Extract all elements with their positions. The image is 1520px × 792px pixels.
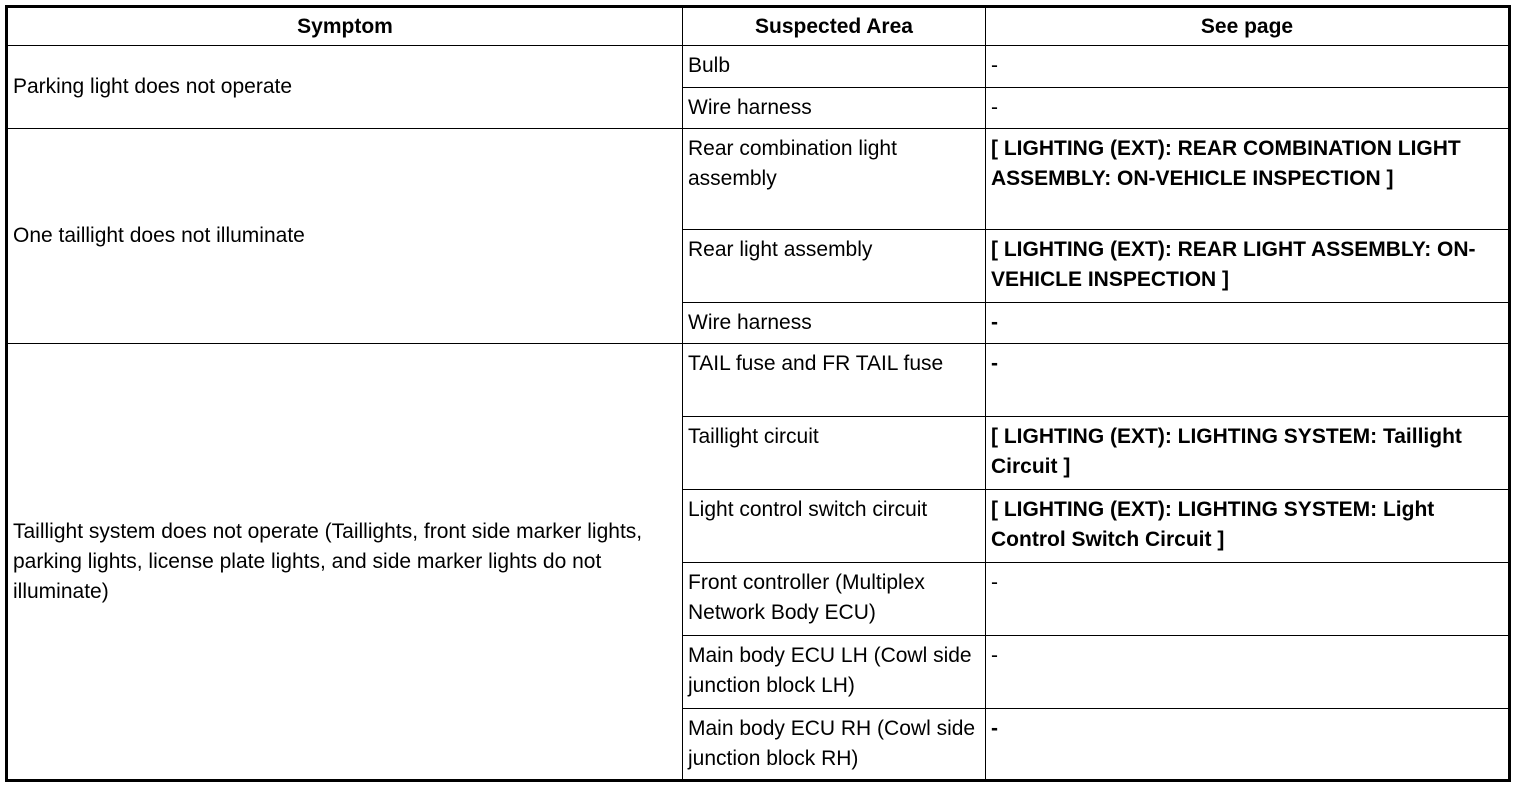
suspected-area-cell: Bulb	[683, 46, 986, 88]
suspected-area-cell: Main body ECU LH (Cowl side junction block LH)	[683, 636, 986, 709]
header-symptom: Symptom	[7, 7, 683, 46]
table-row	[7, 129, 1510, 230]
suspected-area-cell: Taillight circuit	[683, 417, 986, 490]
header-suspected-area: Suspected Area	[683, 7, 986, 46]
symptom-table	[5, 5, 1511, 782]
see-page-link[interactable]: [ LIGHTING (EXT): LIGHTING SYSTEM: Light Control Switch Circuit ]	[986, 490, 1510, 563]
header-row	[7, 7, 1510, 46]
header-see-page: See page	[986, 7, 1510, 46]
suspected-area-cell: TAIL fuse and FR TAIL fuse	[683, 344, 986, 417]
see-page-link[interactable]: [ LIGHTING (EXT): REAR COMBINATION LIGHT ASSEMBLY: ON-VEHICLE INSPECTION ]	[986, 129, 1510, 230]
symptom-cell: One taillight does not illuminate	[7, 129, 683, 344]
see-page-link[interactable]: [ LIGHTING (EXT): LIGHTING SYSTEM: Taillight Circuit ]	[986, 417, 1510, 490]
see-page-cell: -	[986, 344, 1510, 417]
see-page-cell: -	[986, 303, 1510, 344]
see-page-cell: -	[986, 563, 1510, 636]
symptom-cell: Parking light does not operate	[7, 46, 683, 129]
see-page-cell: -	[986, 636, 1510, 709]
suspected-area-cell: Main body ECU RH (Cowl side junction block RH)	[683, 709, 986, 781]
see-page-cell: -	[986, 46, 1510, 88]
see-page-cell: -	[986, 88, 1510, 129]
suspected-area-cell: Wire harness	[683, 303, 986, 344]
suspected-area-cell: Rear combination light assembly	[683, 129, 986, 230]
see-page-link[interactable]: [ LIGHTING (EXT): REAR LIGHT ASSEMBLY: ON-VEHICLE INSPECTION ]	[986, 230, 1510, 303]
suspected-area-cell: Wire harness	[683, 88, 986, 129]
table-row	[7, 344, 1510, 417]
suspected-area-cell: Light control switch circuit	[683, 490, 986, 563]
suspected-area-cell: Front controller (Multiplex Network Body ECU)	[683, 563, 986, 636]
table-row	[7, 46, 1510, 88]
see-page-cell: -	[986, 709, 1510, 781]
suspected-area-cell: Rear light assembly	[683, 230, 986, 303]
symptom-cell: Taillight system does not operate (Taillights, front side marker lights, parking lights, license plate lights, and side marker lights do not illuminate)	[7, 344, 683, 781]
